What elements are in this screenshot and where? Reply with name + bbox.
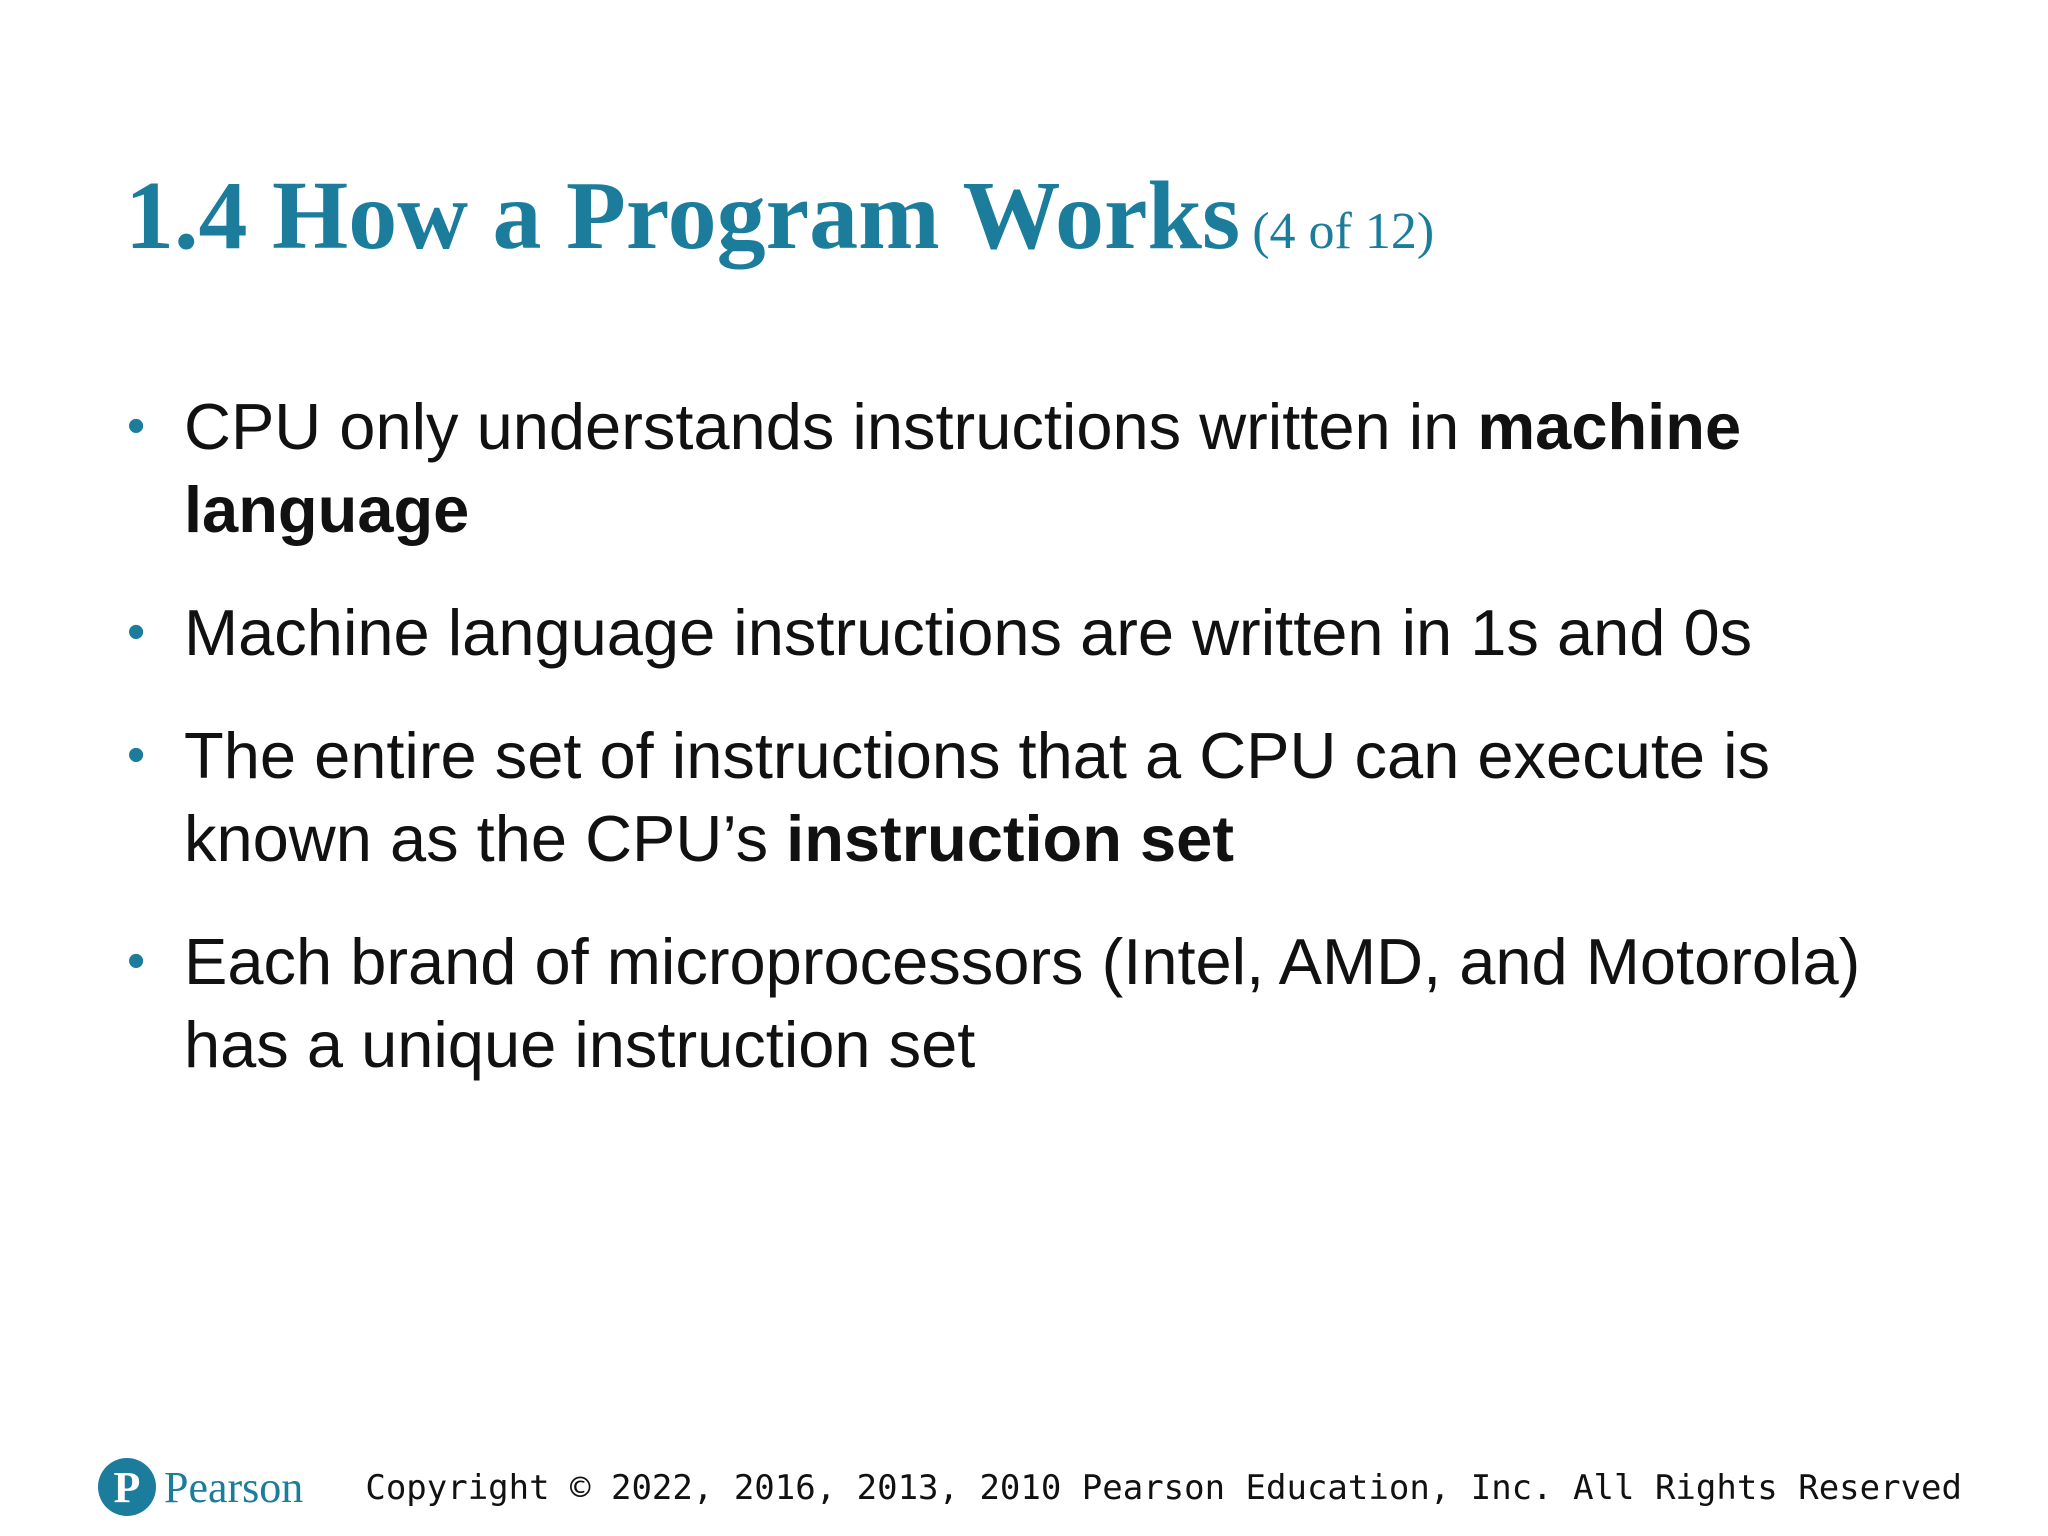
title-main: 1.4 How a Program Works bbox=[125, 162, 1241, 270]
bullet-item bbox=[125, 714, 1955, 880]
pearson-logo-text: Pearson bbox=[164, 1462, 304, 1512]
bullet-dot-icon: • bbox=[127, 726, 146, 784]
bullet-item bbox=[125, 385, 1955, 551]
title-subtitle: (4 of 12) bbox=[1252, 203, 1435, 260]
bullet-dot-icon: • bbox=[127, 397, 146, 455]
bullet-list bbox=[125, 385, 1955, 1126]
bullet-text: CPU only understands instructions written in bbox=[184, 390, 1478, 463]
bullet-text: Each brand of microprocessors (Intel, AMD, and Motorola) has a unique instruction set bbox=[184, 925, 1861, 1081]
bullet-text: The entire set of instructions that a CPU can execute is known as the CPU’s bbox=[184, 719, 1771, 875]
bullet-text: Machine language instructions are written in 1s and 0s bbox=[184, 596, 1753, 669]
bullet-item bbox=[125, 920, 1955, 1086]
pearson-logo-icon: P bbox=[98, 1458, 156, 1516]
copyright-notice: Copyright © 2022, 2016, 2013, 2010 Pearson Education, Inc. All Rights Reserved bbox=[365, 1468, 1962, 1508]
bullet-bold-term: instruction set bbox=[786, 802, 1234, 875]
bullet-dot-icon: • bbox=[127, 932, 146, 990]
bullet-dot-icon: • bbox=[127, 603, 146, 661]
slide-title bbox=[125, 160, 1434, 272]
bullet-item bbox=[125, 591, 1955, 674]
bullet-bold-term: machine language bbox=[184, 390, 1742, 546]
pearson-logo bbox=[98, 1458, 303, 1516]
